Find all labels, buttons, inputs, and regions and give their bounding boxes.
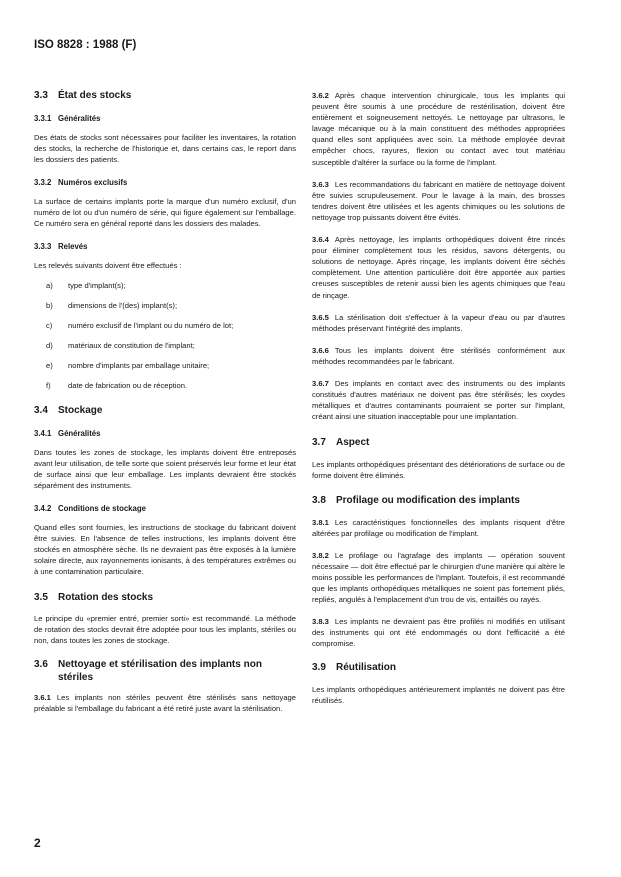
paragraph-3-7: Les implants orthopédiques présentant des détériorations de surface ou de forme doivent être éliminés. (312, 459, 565, 480)
paragraph-3-6-1: 3.6.1 Les implants non stériles peuvent être stérilisés sans nettoyage préalable si l'emballage du fabricant a été retiré juste avant la stérilisation. (34, 693, 296, 714)
paragraph-3-3-3-intro: Les relevés suivants doivent être effectués : (34, 261, 182, 271)
left-column (34, 90, 296, 714)
list-item: d) matériaux de constitution de l'implant; (46, 341, 195, 351)
paragraph-3-6-2: 3.6.2 Après chaque intervention chirurgicale, tous les implants qui peuvent être soumis à une procédure de restérilisation, doivent être entièrement et soigneusement nettoyés. Le nettoyage par ultrasons, le lavage mécanique ou à la main constituent des méthodes appropriées quand elles sont appliquées avec soin. La méthode employée devrait empêcher chocs, rayures, flexion ou contact avec tout matériau susceptible d'altérer la surface ou la forme de l'implant. (312, 91, 565, 167)
list-item: e) nombre d'implants par emballage unitaire; (46, 361, 210, 371)
paragraph-3-4-2: Quand elles sont fournies, les instructions de stockage du fabricant doivent être suivies. En l'absence de telles instructions, les implants doivent être stockés en atmosphère sèche. Ils ne devraient pas être exposés à la lumière solaire directe, aux rayonnements ionisants, à des températures extrêmes ou à une contamination particulaire. (34, 523, 296, 577)
heading-3-3-3: 3.3.3 Relevés (34, 242, 88, 252)
right-column (312, 90, 565, 706)
paragraph-3-3-2: La surface de certains implants porte la marque d'un numéro exclusif, d'un numéro de lot ou d'un numéro de série, qui figure également sur l'emballage. Ce numéro sera en général reporté dans les dossiers des malades. (34, 196, 296, 228)
paragraph-3-8-3: 3.8.3 Les implants ne devraient pas être profilés ni modifiés en utilisant des instruments qui ont été endommagés ou dont l'efficacité a été compromise. (312, 617, 565, 649)
paragraph-3-6-6: 3.6.6 Tous les implants doivent être stérilisés conformément aux méthodes recommandées par le fabricant. (312, 345, 565, 366)
paragraph-3-5: Le principe du «premier entré, premier sorti» est recommandé. La méthode de rotation des stocks devrait être adoptée pour tous les implants, stériles ou non, dans toutes les zones de stockage. (34, 614, 296, 646)
heading-3-4: 3.4 Stockage (34, 405, 103, 417)
heading-3-3-2: 3.3.2 Numéros exclusifs (34, 177, 128, 187)
paragraph-3-3-1: Des états de stocks sont nécessaires pour faciliter les inventaires, la rotation des stocks, la recherche de l'historique et, dans certains cas, le report dans les dossiers des patients. (34, 132, 296, 164)
heading-3-4-2: 3.4.2 Conditions de stockage (34, 504, 146, 514)
page-number: 2 (34, 836, 41, 850)
document-header: ISO 8828 : 1988 (F) (34, 39, 137, 51)
list-item: c) numéro exclusif de l'implant ou du numéro de lot; (46, 321, 234, 331)
paragraph-3-8-1: 3.8.1 Les caractéristiques fonctionnelles des implants risquent d'être altérées par profilage ou modification de l'implant. (312, 517, 565, 538)
paragraph-3-6-7: 3.6.7 Des implants en contact avec des instruments ou des implants constitués d'autres matériaux ne doivent pas être stérilisés; les oxydes métalliques et d'autres contaminants pourraient se porter sur l'implant, créant ainsi une situation inacceptable pour une implantation. (312, 378, 565, 422)
paragraph-3-6-5: 3.6.5 La stérilisation doit s'effectuer à la vapeur d'eau ou par d'autres méthodes préservant l'intégrité des implants. (312, 312, 565, 333)
list-item: f) date de fabrication ou de réception. (46, 381, 188, 391)
relevés-list (34, 280, 296, 391)
paragraph-3-8-2: 3.8.2 Le profilage ou l'agrafage des implants — opération souvent nécessaire — doit être effectué par le chirurgien d'une manière qui altère le moins possible les performances de l'implant. Toutefois, il est recommandé que les implants orthopédiques métalliques ne soient pas fortement pliés, repliés, angulés à l'emplacement d'un trou de vis, entaillés ou rayés. (312, 550, 565, 605)
paragraph-3-4-1: Dans toutes les zones de stockage, les implants doivent être entreposés avant leur utilisation, de telle sorte que soient préservés leur forme et leur état de surface ainsi que leur emballage. Les implants devraient être stockés séparément des instruments. (34, 447, 296, 490)
heading-3-5: 3.5 Rotation des stocks (34, 591, 154, 603)
paragraph-3-6-3: 3.6.3 Les recommandations du fabricant en matière de nettoyage doivent être suivies scrupuleusement. Pour le lavage à la main, des brosses tendres doivent être utilisées et les agents chimiques ou les solutions de nettoyage trop puissants doivent être évités. (312, 179, 565, 222)
list-item: a) type d'implant(s); (46, 281, 126, 291)
heading-3-6: 3.6 Nettoyage et stérilisation des implants non stériles (34, 659, 262, 683)
heading-3-7: 3.7 Aspect (312, 437, 370, 449)
paragraph-3-6-4: 3.6.4 Après nettoyage, les implants orthopédiques doivent être rincés pour éliminer complètement tous les résidus, savons détergents, ou solutions de nettoyage. Après rinçage, les implants doivent être séchés complètement. Une attention particulière doit être apportée aux parties creuses susceptibles de retenir aussi bien les agents chimiques que l'eau de rinçage. (312, 235, 565, 300)
paragraph-3-9: Les implants orthopédiques antérieurement implantés ne doivent pas être réutilisés. (312, 684, 565, 706)
heading-3-4-1: 3.4.1 Généralités (34, 428, 101, 438)
heading-3-9: 3.9 Réutilisation (312, 662, 397, 674)
heading-3-8: 3.8 Profilage ou modification des implants (312, 495, 520, 507)
list-item: b) dimensions de l'(des) implant(s); (46, 301, 178, 311)
heading-3-3: 3.3 État des stocks (34, 90, 132, 101)
heading-3-3-1: 3.3.1 Généralités (34, 113, 101, 123)
